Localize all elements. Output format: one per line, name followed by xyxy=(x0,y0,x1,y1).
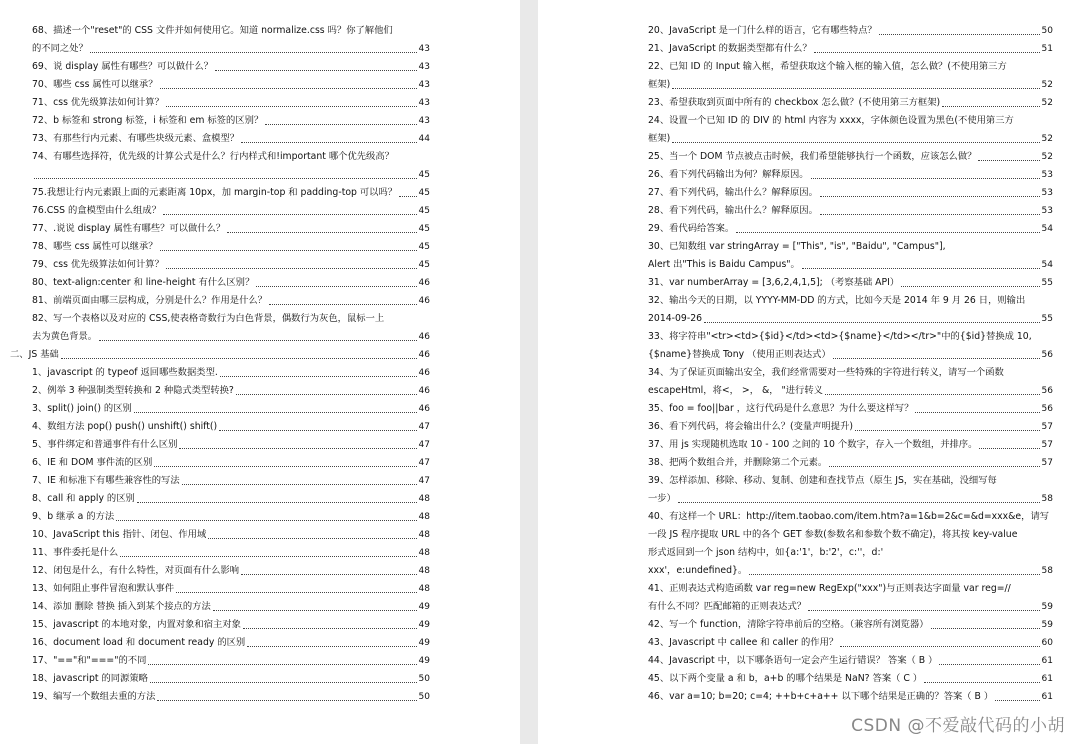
toc-entry[interactable] xyxy=(648,112,1053,148)
toc-leader-dots xyxy=(979,447,1039,449)
toc-leader-dots xyxy=(134,411,417,413)
toc-leader-dots xyxy=(137,501,417,503)
toc-entry-title: 75.我想让行内元素跟上面的元素距离 10px，加 margin-top 和 padding-top 可以吗？ xyxy=(32,187,398,198)
toc-leader-dots xyxy=(820,213,1040,215)
toc-page-number: 46 xyxy=(418,350,430,360)
toc-entry-title: 2、例举 3 种强制类型转换和 2 种隐式类型转换? xyxy=(32,385,234,396)
toc-entry-title-line: 30、已知数组 var stringArray = ["This", "is", "Baidu", "Campus"], xyxy=(648,241,946,252)
toc-page-number: 61 xyxy=(1041,674,1053,684)
toc-entry-title: 23、希望获取到页面中所有的 checkbox 怎么做？(不使用第三方框架) xyxy=(648,97,941,108)
toc-page-number: 43 xyxy=(418,98,430,108)
toc-leader-dots xyxy=(265,123,416,125)
toc-entry[interactable] xyxy=(648,670,1053,688)
toc-entry[interactable] xyxy=(32,112,430,130)
toc-entry-title: 70、哪些 css 属性可以继承？ xyxy=(32,79,158,90)
toc-entry[interactable] xyxy=(32,220,430,238)
toc-entry-title: 11、事件委托是什么 xyxy=(32,547,119,558)
toc-leader-dots xyxy=(154,465,416,467)
toc-list-right xyxy=(648,22,1053,706)
toc-entry[interactable] xyxy=(32,652,430,670)
toc-entry-title: 13、如何阻止事件冒泡和默认事件 xyxy=(32,583,174,594)
toc-leader-dots xyxy=(163,213,417,215)
toc-entry-title-line: {$name}替换成 Tony （使用正则表达式） xyxy=(648,349,831,360)
toc-entry[interactable] xyxy=(32,148,430,184)
toc-entry-title: 12、闭包是什么，有什么特性，对页面有什么影响 xyxy=(32,565,240,576)
toc-entry[interactable] xyxy=(648,328,1053,364)
toc-page-number: 46 xyxy=(418,404,430,414)
toc-leader-dots xyxy=(995,699,1039,701)
toc-page-number: 60 xyxy=(1041,638,1053,648)
toc-page-number: 57 xyxy=(1041,440,1053,450)
toc-entry-title: 36、看下列代码，将会输出什么？(变量声明提升) xyxy=(648,421,854,432)
toc-leader-dots xyxy=(220,375,417,377)
toc-leader-dots xyxy=(182,483,417,485)
toc-leader-dots xyxy=(808,609,1039,611)
toc-leader-dots xyxy=(704,321,1040,323)
toc-entry-title: 26、看下列代码输出为何？解释原因。 xyxy=(648,169,809,180)
toc-entry-title: 72、b 标签和 strong 标签，i 标签和 em 标签的区别？ xyxy=(32,115,264,126)
toc-leader-dots xyxy=(116,519,416,521)
toc-leader-dots xyxy=(901,285,1039,287)
toc-leader-dots xyxy=(825,393,1040,395)
toc-leader-dots xyxy=(241,573,416,575)
toc-leader-dots xyxy=(269,303,417,305)
toc-entry-title-line: 有什么不同？匹配邮箱的正则表达式？ xyxy=(648,601,807,612)
toc-leader-dots xyxy=(166,267,417,269)
toc-entry-title: 28、看下列代码，输出什么？解释原因。 xyxy=(648,205,818,216)
toc-section-heading[interactable] xyxy=(10,346,430,364)
toc-entry[interactable] xyxy=(32,202,430,220)
toc-entry-title-line: 74、有哪些选择符，优先级的计算公式是什么？行内样式和!important 哪个优先级高？ xyxy=(32,151,394,162)
toc-entry-title: 10、JavaScript this 指针、闭包、作用域 xyxy=(32,529,207,540)
toc-entry-title-line: 40、有这样一个 URL：http://item.taobao.com/item.htm?a=1&b=2&c=&d=xxx&e，请写 xyxy=(648,511,1050,522)
toc-entry-title: 8、call 和 apply 的区别 xyxy=(32,493,135,504)
toc-page-number: 57 xyxy=(1041,458,1053,468)
toc-entry[interactable] xyxy=(32,670,430,688)
toc-entry[interactable] xyxy=(648,58,1053,94)
toc-leader-dots xyxy=(978,159,1039,161)
toc-entry[interactable] xyxy=(32,238,430,256)
toc-page-number: 47 xyxy=(418,476,430,486)
toc-entry[interactable] xyxy=(648,184,1053,202)
toc-page-number: 49 xyxy=(418,656,430,666)
toc-page-number: 48 xyxy=(418,584,430,594)
toc-leader-dots xyxy=(942,105,1039,107)
toc-page-number: 46 xyxy=(418,296,430,306)
toc-entry-title-line: 33、将字符串"<tr><td>{$id}</td><td>{$name}</td></tr>"中的{$id}替换成 10, xyxy=(648,331,1032,342)
toc-entry-title-line: 框架) xyxy=(648,79,671,90)
toc-entry-title: 21、JavaScript 的数据类型都有什么？ xyxy=(648,43,812,54)
toc-leader-dots xyxy=(672,87,1039,89)
toc-entry[interactable] xyxy=(32,418,430,436)
toc-page-number: 44 xyxy=(418,134,430,144)
toc-entry[interactable] xyxy=(32,616,430,634)
toc-entry[interactable] xyxy=(32,382,430,400)
toc-page-number: 48 xyxy=(418,548,430,558)
toc-entry-title-line: 2014-09-26 xyxy=(648,313,703,324)
toc-leader-dots xyxy=(811,177,1040,179)
toc-entry-title: 46、var a=10; b=20; c=4; ++b+c+a++ 以下哪个结果是正确的？答案（ B ） xyxy=(648,691,994,702)
toc-entry-title: 3、split() join() 的区别 xyxy=(32,403,132,414)
toc-leader-dots xyxy=(176,591,417,593)
toc-entry[interactable] xyxy=(32,94,430,112)
toc-page-number: 45 xyxy=(418,242,430,252)
toc-entry-title: 6、IE 和 DOM 事件流的区别 xyxy=(32,457,153,468)
toc-entry[interactable] xyxy=(32,364,430,382)
toc-leader-dots xyxy=(820,195,1040,197)
toc-leader-dots xyxy=(840,645,1039,647)
toc-entry-title-line: 一步） xyxy=(648,493,676,504)
toc-leader-dots xyxy=(166,105,417,107)
toc-page-number: 43 xyxy=(418,62,430,72)
toc-entry[interactable] xyxy=(648,238,1053,274)
toc-page-number: 50 xyxy=(1041,26,1053,36)
toc-entry-title: 19、编写一个数组去重的方法 xyxy=(32,691,156,702)
toc-page-number: 51 xyxy=(1041,44,1053,54)
toc-leader-dots xyxy=(90,51,417,53)
toc-entry[interactable] xyxy=(32,598,430,616)
toc-page-number: 45 xyxy=(418,170,430,180)
toc-leader-dots xyxy=(855,429,1040,431)
toc-leader-dots xyxy=(160,87,417,89)
toc-leader-dots xyxy=(879,33,1040,35)
document-page-right xyxy=(538,0,1077,744)
toc-leader-dots xyxy=(227,231,416,233)
toc-entry-title: 73、有那些行内元素、有哪些块级元素、盒模型？ xyxy=(32,133,240,144)
toc-page-number: 55 xyxy=(1041,278,1053,288)
toc-entry-title: 1、javascript 的 typeof 返回哪些数据类型. xyxy=(32,367,218,378)
watermark: CSDN @不爱敲代码的小胡 xyxy=(851,716,1065,736)
toc-leader-dots xyxy=(678,501,1040,503)
toc-entry[interactable] xyxy=(32,544,430,562)
toc-entry[interactable] xyxy=(32,184,430,202)
toc-leader-dots xyxy=(931,627,1040,629)
toc-entry-title-line: 去为黄色背景。 xyxy=(32,331,98,342)
toc-entry-title-line: 34、为了保证页面输出安全，我们经常需要对一些特殊的字符进行转义，请写一个函数 xyxy=(648,367,1004,378)
toc-leader-dots xyxy=(939,663,1039,665)
toc-entry-title-line: 的不同之处？ xyxy=(32,43,88,54)
toc-page-number: 49 xyxy=(418,620,430,630)
toc-page-number: 56 xyxy=(1041,404,1053,414)
toc-leader-dots xyxy=(802,267,1040,269)
toc-entry[interactable] xyxy=(648,202,1053,220)
toc-page-number: 46 xyxy=(418,278,430,288)
toc-leader-dots xyxy=(213,609,417,611)
toc-entry[interactable] xyxy=(32,508,430,526)
toc-page-number: 48 xyxy=(418,566,430,576)
toc-entry[interactable] xyxy=(648,634,1053,652)
toc-entry[interactable] xyxy=(648,436,1053,454)
toc-leader-dots xyxy=(672,141,1039,143)
toc-entry[interactable] xyxy=(648,40,1053,58)
toc-page-number: 45 xyxy=(418,224,430,234)
toc-entry-title: 38、把两个数组合并，并删除第二个元素。 xyxy=(648,457,828,468)
toc-entry-title-line: 一段 JS 程序提取 URL 中的各个 GET 参数(参数名和参数个数不确定)，将其按 key-value xyxy=(648,529,1018,540)
toc-entry-title: 43、Javascript 中 callee 和 caller 的作用？ xyxy=(648,637,839,648)
toc-entry[interactable] xyxy=(648,508,1053,580)
toc-page-number: 57 xyxy=(1041,422,1053,432)
toc-leader-dots xyxy=(814,51,1040,53)
toc-page-number: 43 xyxy=(418,80,430,90)
toc-entry-title-line: 68、描述一个"reset"的 CSS 文件并如何使用它。知道 normalize.css 吗？你了解他们 xyxy=(32,25,393,36)
toc-entry-title: 69、说 display 属性有哪些？可以做什么？ xyxy=(32,61,213,72)
toc-page-number: 46 xyxy=(418,332,430,342)
toc-leader-dots xyxy=(256,285,416,287)
toc-entry[interactable] xyxy=(648,616,1053,634)
toc-entry-title: 77、.说说 display 属性有哪些？可以做什么？ xyxy=(32,223,226,234)
toc-entry-title: 二、JS 基础 xyxy=(10,349,59,360)
toc-entry[interactable] xyxy=(648,94,1053,112)
toc-leader-dots xyxy=(34,177,417,179)
toc-entry-title: 9、b 继承 a 的方法 xyxy=(32,511,115,522)
toc-entry-title: 5、事件绑定和普通事件有什么区别 xyxy=(32,439,178,450)
toc-entry[interactable] xyxy=(648,472,1053,508)
toc-leader-dots xyxy=(243,627,417,629)
toc-page-number: 53 xyxy=(1041,170,1053,180)
toc-entry[interactable] xyxy=(32,490,430,508)
toc-entry[interactable] xyxy=(32,256,430,274)
toc-entry-title-line: 形式返回到一个 json 结构中，如{a:'1'，b:'2'，c:''，d:' xyxy=(648,547,884,558)
toc-page-number: 53 xyxy=(1041,206,1053,216)
toc-leader-dots xyxy=(160,249,417,251)
toc-entry[interactable] xyxy=(648,220,1053,238)
toc-leader-dots xyxy=(236,393,417,395)
toc-leader-dots xyxy=(215,69,417,71)
toc-page-number: 43 xyxy=(418,44,430,54)
toc-entry-title-line: 框架) xyxy=(648,133,671,144)
toc-list-left xyxy=(10,22,430,706)
document-page-left xyxy=(0,0,520,744)
toc-entry-title-line: Alert 出"This is Baidu Campus"。 xyxy=(648,259,800,270)
toc-entry[interactable] xyxy=(648,22,1053,40)
toc-entry-title: 20、JavaScript 是一门什么样的语言，它有哪些特点？ xyxy=(648,25,877,36)
toc-entry-title: 15、javascript 的本地对象，内置对象和宿主对象 xyxy=(32,619,241,630)
toc-leader-dots xyxy=(829,465,1039,467)
toc-entry-title: 80、text-align:center 和 line-height 有什么区别？ xyxy=(32,277,255,288)
toc-page-number: 49 xyxy=(418,602,430,612)
toc-entry-title: 79、css 优先级算法如何计算？ xyxy=(32,259,164,270)
toc-leader-dots xyxy=(208,537,416,539)
toc-entry[interactable] xyxy=(648,688,1053,706)
toc-entry-title: 78、哪些 css 属性可以继承？ xyxy=(32,241,158,252)
toc-page-number: 45 xyxy=(418,206,430,216)
toc-entry[interactable] xyxy=(648,400,1053,418)
toc-entry-title: 16、document load 和 document ready 的区别 xyxy=(32,637,246,648)
toc-entry-title: 76.CSS 的盒模型由什么组成？ xyxy=(32,205,162,216)
toc-entry-title: 27、看下列代码，输出什么？解释原因。 xyxy=(648,187,818,198)
toc-entry[interactable] xyxy=(32,454,430,472)
toc-leader-dots xyxy=(399,195,416,197)
toc-page-number: 46 xyxy=(418,368,430,378)
toc-entry[interactable] xyxy=(32,58,430,76)
toc-leader-dots xyxy=(157,699,416,701)
toc-page-number: 48 xyxy=(418,494,430,504)
toc-entry[interactable] xyxy=(648,364,1053,400)
toc-entry-title: 7、IE 和标准下有哪些兼容性的写法 xyxy=(32,475,180,486)
toc-leader-dots xyxy=(736,231,1039,233)
toc-entry-title: 42、写一个 function，清除字符串前后的空格。（兼容所有浏览器） xyxy=(648,619,929,630)
toc-entry[interactable] xyxy=(32,634,430,652)
toc-page-number: 45 xyxy=(418,188,430,198)
toc-page-number: 56 xyxy=(1041,350,1053,360)
toc-entry-title: 45、以下两个变量 a 和 b，a+b 的哪个结果是 NaN? 答案（ C ） xyxy=(648,673,923,684)
toc-page-number: 58 xyxy=(1041,494,1053,504)
toc-page-number: 61 xyxy=(1041,656,1053,666)
toc-entry-title: 31、var numberArray = [3,6,2,4,1,5]; （考察基础 API） xyxy=(648,277,900,288)
toc-entry-title-line: 22、已知 ID 的 Input 输入框，希望获取这个输入框的输入值，怎么做？(不使用第三方 xyxy=(648,61,1007,72)
toc-entry[interactable] xyxy=(32,526,430,544)
toc-entry[interactable] xyxy=(648,148,1053,166)
toc-entry-title-line: 82、写一个表格以及对应的 CSS,使表格奇数行为白色背景，偶数行为灰色，鼠标一上 xyxy=(32,313,385,324)
toc-entry-title: 18、javascript 的同源策略 xyxy=(32,673,148,684)
toc-page-number: 54 xyxy=(1041,260,1053,270)
toc-entry-title: 81、前端页面由哪三层构成，分别是什么？作用是什么？ xyxy=(32,295,267,306)
toc-page-number: 59 xyxy=(1041,620,1053,630)
toc-entry[interactable] xyxy=(32,274,430,292)
toc-entry[interactable] xyxy=(648,166,1053,184)
toc-leader-dots xyxy=(241,141,416,143)
toc-leader-dots xyxy=(99,339,416,341)
toc-entry-title-line: 39、怎样添加、移除、移动、复制、创建和查找节点（原生 JS，实在基础，没细写每 xyxy=(648,475,997,486)
toc-leader-dots xyxy=(833,357,1040,359)
toc-page-number: 59 xyxy=(1041,602,1053,612)
toc-page-number: 58 xyxy=(1041,566,1053,576)
toc-entry-title: 37、用 js 实现随机选取 10 - 100 之间的 10 个数字，存入一个数组，并排序。 xyxy=(648,439,978,450)
toc-leader-dots xyxy=(247,645,416,647)
toc-entry[interactable] xyxy=(648,274,1053,292)
toc-entry[interactable] xyxy=(32,76,430,94)
toc-leader-dots xyxy=(924,681,1039,683)
toc-leader-dots xyxy=(148,663,416,665)
toc-page-number: 48 xyxy=(418,530,430,540)
toc-entry[interactable] xyxy=(648,418,1053,436)
toc-entry-title-line: xxx'，e:undefined}。 xyxy=(648,565,748,576)
toc-entry-title: 17、"=="和"==="的不同 xyxy=(32,655,147,666)
toc-entry[interactable] xyxy=(32,580,430,598)
toc-page-number: 50 xyxy=(418,674,430,684)
toc-page-number: 47 xyxy=(418,422,430,432)
toc-page-number: 52 xyxy=(1041,98,1053,108)
toc-page-number: 61 xyxy=(1041,692,1053,702)
toc-entry[interactable] xyxy=(648,652,1053,670)
toc-leader-dots xyxy=(219,429,416,431)
toc-page-number: 46 xyxy=(418,386,430,396)
toc-page-number: 43 xyxy=(418,116,430,126)
toc-leader-dots xyxy=(179,447,416,449)
toc-entry[interactable] xyxy=(32,400,430,418)
toc-page-number: 52 xyxy=(1041,152,1053,162)
toc-page-number: 54 xyxy=(1041,224,1053,234)
toc-entry[interactable] xyxy=(648,292,1053,328)
toc-leader-dots xyxy=(749,573,1039,575)
toc-entry[interactable] xyxy=(32,22,430,58)
toc-entry-title: 35、foo = foo||bar ，这行代码是什么意思？为什么要这样写？ xyxy=(648,403,914,414)
toc-entry-title-line: 41、正则表达式构造函数 var reg=new RegExp("xxx")与正则表达字面量 var reg=// xyxy=(648,583,1011,594)
toc-leader-dots xyxy=(150,681,417,683)
toc-page-number: 55 xyxy=(1041,314,1053,324)
toc-page-number: 47 xyxy=(418,440,430,450)
toc-entry-title: 14、添加 删除 替换 插入到某个接点的方法 xyxy=(32,601,211,612)
toc-entry-title: 29、看代码给答案。 xyxy=(648,223,735,234)
toc-entry[interactable] xyxy=(32,130,430,148)
toc-entry-title-line: 24、设置一个已知 ID 的 DIV 的 html 内容为 xxxx，字体颜色设置为黑色(不使用第三方 xyxy=(648,115,1014,126)
toc-entry[interactable] xyxy=(32,472,430,490)
toc-entry[interactable] xyxy=(648,580,1053,616)
toc-entry[interactable] xyxy=(32,688,430,706)
toc-page-number: 47 xyxy=(418,458,430,468)
toc-page-number: 56 xyxy=(1041,386,1053,396)
toc-entry-title-line: escapeHtml，将<， >， &， "进行转义 xyxy=(648,385,823,396)
toc-entry-title: 25、当一个 DOM 节点被点击时候，我们希望能够执行一个函数，应该怎么做？ xyxy=(648,151,977,162)
toc-page-number: 45 xyxy=(418,260,430,270)
toc-leader-dots xyxy=(915,411,1039,413)
toc-entry[interactable] xyxy=(648,454,1053,472)
toc-page-number: 52 xyxy=(1041,80,1053,90)
toc-page-number: 53 xyxy=(1041,188,1053,198)
toc-entry[interactable] xyxy=(32,310,430,346)
toc-entry-title-line: 32、输出今天的日期，以 YYYY-MM-DD 的方式，比如今天是 2014 年 9 月 26 日，则输出 xyxy=(648,295,1026,306)
toc-leader-dots xyxy=(61,357,417,359)
toc-entry-title: 71、css 优先级算法如何计算？ xyxy=(32,97,164,108)
toc-entry[interactable] xyxy=(32,562,430,580)
toc-leader-dots xyxy=(120,555,416,557)
toc-page-number: 52 xyxy=(1041,134,1053,144)
toc-entry[interactable] xyxy=(32,436,430,454)
toc-entry-title: 44、Javascript 中，以下哪条语句一定会产生运行错误？ 答案（ B ） xyxy=(648,655,938,666)
toc-page-number: 48 xyxy=(418,512,430,522)
toc-page-number: 49 xyxy=(418,638,430,648)
toc-entry-title: 4、数组方法 pop() push() unshift() shift() xyxy=(32,421,218,432)
toc-entry[interactable] xyxy=(32,292,430,310)
toc-page-number: 50 xyxy=(418,692,430,702)
